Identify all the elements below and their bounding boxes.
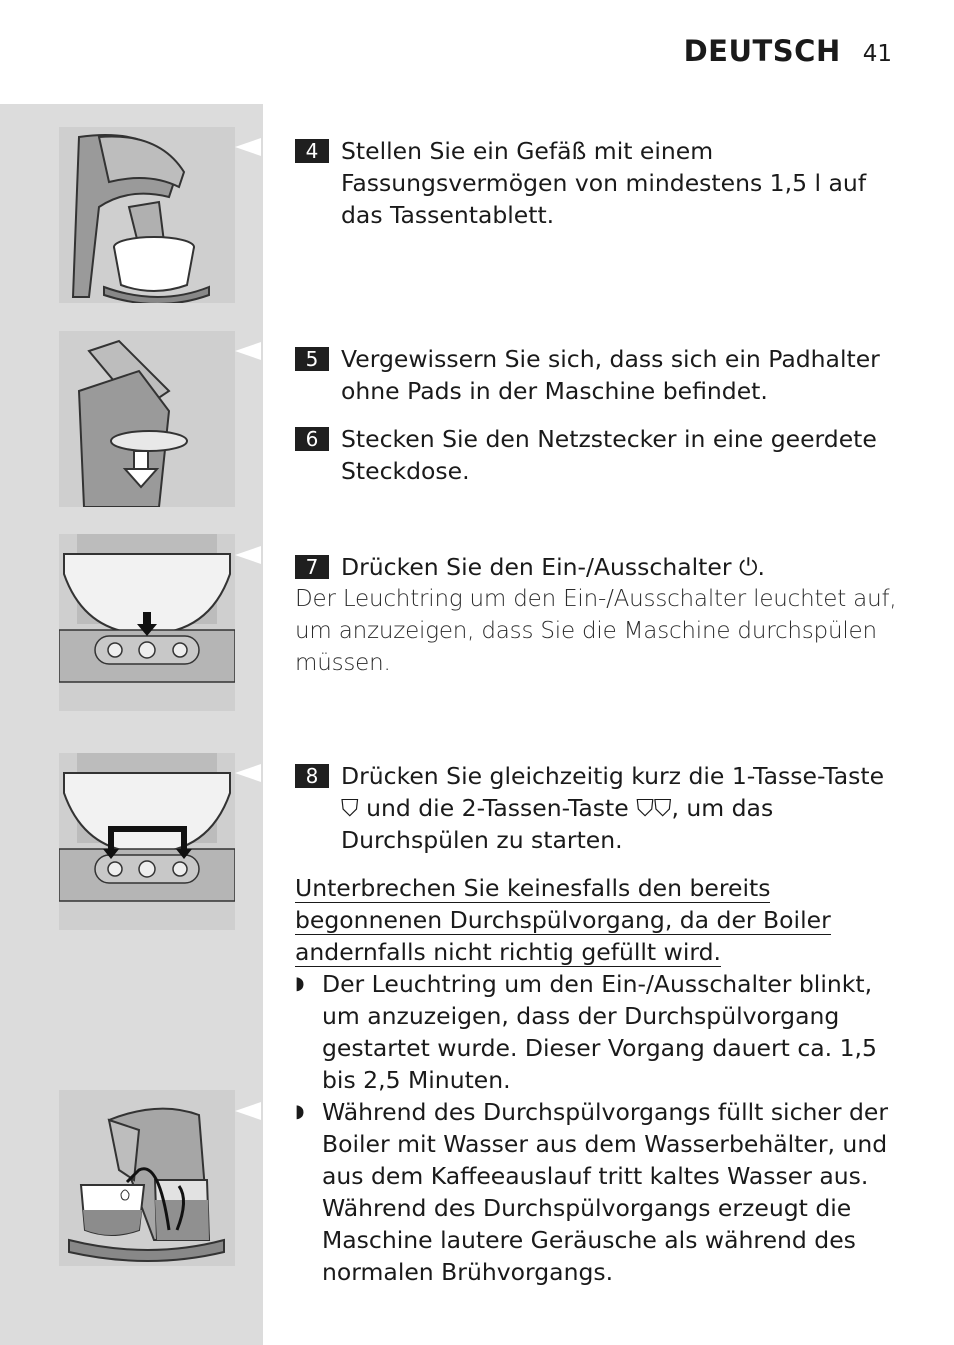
- page-number: 41: [862, 41, 892, 67]
- step-8: [295, 760, 900, 856]
- language-heading: DEUTSCH: [683, 34, 841, 68]
- step-4: [295, 135, 900, 231]
- illustration-power-button: [59, 534, 235, 711]
- step-5: [295, 343, 900, 407]
- illustration-cup-buttons: [59, 753, 235, 930]
- control-panel-illustration: [59, 534, 235, 711]
- illustration-pointer: [235, 1102, 261, 1120]
- step-number: 5: [295, 347, 329, 371]
- step-6: [295, 423, 900, 487]
- bullet-text: Der Leuchtring um den Ein-/Ausschalter blinkt, um anzuzeigen, dass der Durchspülvorgang gestartet wurde. Dieser Vorgang dauert ca. 1,5 bis 2,5 Minuten.: [322, 970, 877, 1094]
- illustration-pointer: [235, 546, 261, 564]
- step-number: 7: [295, 555, 329, 579]
- step-7: [295, 551, 900, 679]
- page-header: [684, 34, 892, 68]
- step-text: Stecken Sie den Netzstecker in eine geerdete Steckdose.: [341, 425, 877, 485]
- illustration-water-flow: [59, 1090, 235, 1266]
- warning-line: begonnenen Durchspülvorgang, da der Boiler: [295, 906, 831, 934]
- bullet-list: [295, 968, 900, 1288]
- step-7-note: Der Leuchtring um den Ein-/Ausschalter leuchtet auf, um anzuzeigen, dass Sie die Maschine durchspülen müssen.: [295, 586, 897, 676]
- step-number: 6: [295, 427, 329, 451]
- warning-block: [295, 872, 900, 968]
- bullet-text: Während des Durchspülvorgangs füllt sicher der Boiler mit Wasser aus dem Wasserbehälter, und aus dem Kaffeeauslauf tritt kaltes Wasser aus. Während des Durchspülvorgangs erzeugt die Maschine lautere Geräusche als während des normalen Brühvorgangs.: [322, 1098, 889, 1286]
- bullet-marker-icon: ◗: [295, 1101, 305, 1122]
- list-item: [295, 1096, 900, 1288]
- step-text: Drücken Sie gleichzeitig kurz die 1-Tasse-Taste ⛉ und die 2-Tassen-Taste ⛉⛉, um das Durchspülen zu starten.: [341, 762, 885, 854]
- illustration-pointer: [235, 342, 261, 360]
- illustration-pointer: [235, 138, 261, 156]
- warning-line: andernfalls nicht richtig gefüllt wird.: [295, 938, 721, 966]
- list-item: [295, 968, 900, 1096]
- illustration-pointer: [235, 764, 261, 782]
- control-panel-illustration: [59, 753, 235, 930]
- bullet-marker-icon: ◗: [295, 973, 305, 994]
- step-text: Drücken Sie den Ein-/Ausschalter ⏻.: [341, 553, 766, 581]
- illustration-pad-holder: [59, 331, 235, 507]
- coffee-machine-illustration: [59, 127, 235, 303]
- coffee-machine-illustration: [59, 1090, 235, 1266]
- warning-line: Unterbrechen Sie keinesfalls den bereits: [295, 874, 771, 902]
- step-number: 8: [295, 764, 329, 788]
- step-text: Stellen Sie ein Gefäß mit einem Fassungsvermögen von mindestens 1,5 l auf das Tassentablett.: [341, 137, 867, 229]
- illustration-bowl-placement: [59, 127, 235, 303]
- step-number: 4: [295, 139, 329, 163]
- step-text: Vergewissern Sie sich, dass sich ein Padhalter ohne Pads in der Maschine befindet.: [341, 345, 880, 405]
- coffee-machine-illustration: [59, 331, 235, 507]
